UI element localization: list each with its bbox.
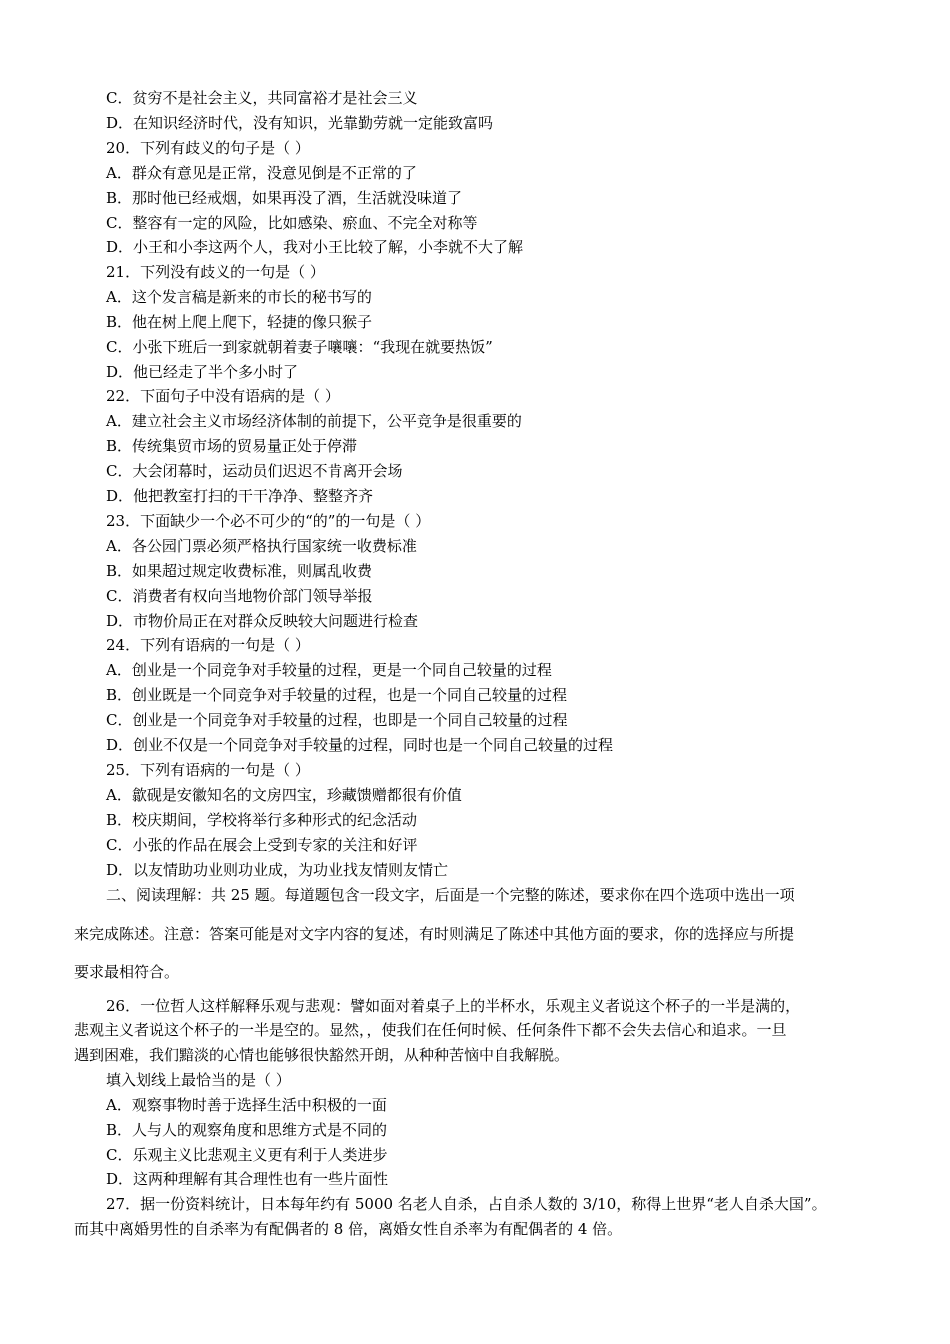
- q24-option-c: C．创业是一个同竞争对手较量的过程，也即是一个同自己较量的过程: [106, 711, 568, 729]
- q24-option-b: B．创业既是一个同竞争对手较量的过程，也是一个同自己较量的过程: [106, 686, 568, 704]
- q26-option-b: B．人与人的观察角度和思维方式是不同的: [106, 1121, 388, 1139]
- q26-option-d: D．这两种理解有其合理性也有一些片面性: [106, 1170, 389, 1188]
- q22-option-c: C．大会闭幕时，运动员们迟迟不肯离开会场: [106, 462, 403, 480]
- q26-option-a: A．观察事物时善于选择生活中积极的一面: [106, 1096, 387, 1114]
- q26-passage-line3: 遇到困难，我们黯淡的心情也能够很快豁然开朗，从种种苦恼中自我解脱。: [74, 1046, 570, 1064]
- q26-passage-line2: 悲观主义者说这个杯子的一半是空的。显然，，使我们在任何时候、任何条件下都不会失去信心和追求。一旦: [74, 1021, 787, 1039]
- q26-option-c: C．乐观主义比悲观主义更有利于人类进步: [106, 1146, 388, 1164]
- q22-option-d: D．他把教室打扫的干干净净、整整齐齐: [106, 487, 374, 505]
- q27-passage-line1: 27．据一份资料统计，日本每年约有 5000 名老人自杀，占自杀人数的 3/10，称得上世界“老人自杀大国”。: [106, 1195, 827, 1213]
- section2-heading-line3: 要求最相符合。: [74, 963, 180, 981]
- q20-option-d: D．小王和小李这两个人，我对小王比较了解，小李就不大了解: [106, 238, 524, 256]
- q20-stem: 20．下列有歧义的句子是（ ）: [106, 139, 310, 157]
- q24-option-d: D．创业不仅是一个同竞争对手较量的过程，同时也是一个同自己较量的过程: [106, 736, 614, 754]
- q21-option-a: A．这个发言稿是新来的市长的秘书写的: [106, 288, 372, 306]
- q25-option-c: C．小张的作品在展会上受到专家的关注和好评: [106, 836, 418, 854]
- q26-prompt: 填入划线上最恰当的是（ ）: [106, 1071, 291, 1089]
- q27-passage-line2: 而其中离婚男性的自杀率为有配偶者的 8 倍，离婚女性自杀率为有配偶者的 4 倍。: [74, 1220, 623, 1238]
- q19-option-d: D．在知识经济时代，没有知识，光靠勤劳就一定能致富吗: [106, 114, 494, 132]
- q23-option-b: B．如果超过规定收费标准，则属乱收费: [106, 562, 373, 580]
- q20-option-c: C．整容有一定的风险，比如感染、瘀血、不完全对称等: [106, 214, 478, 232]
- q20-option-b: B．那时他已经戒烟，如果再没了酒，生活就没味道了: [106, 189, 463, 207]
- q21-stem: 21．下列没有歧义的一句是（ ）: [106, 263, 325, 281]
- q19-option-c: C．贫穷不是社会主义，共同富裕才是社会三义: [106, 89, 418, 107]
- q22-stem: 22．下面句子中没有语病的是（ ）: [106, 387, 340, 405]
- q24-option-a: A．创业是一个同竞争对手较量的过程，更是一个同自己较量的过程: [106, 661, 552, 679]
- q23-option-a: A．各公园门票必须严格执行国家统一收费标准: [106, 537, 417, 555]
- section2-heading-line1: 二、阅读理解：共 25 题。每道题包含一段文字，后面是一个完整的陈述，要求你在四个选项中选出一项: [106, 886, 795, 904]
- q21-option-c: C．小张下班后一到家就朝着妻子嚷嚷：“我现在就要热饭”: [106, 338, 493, 356]
- q25-option-b: B．校庆期间，学校将举行多种形式的纪念活动: [106, 811, 418, 829]
- q23-option-c: C．消费者有权向当地物价部门领导举报: [106, 587, 373, 605]
- q23-stem: 23．下面缺少一个必不可少的“的”的一句是（ ）: [106, 512, 431, 530]
- q22-option-b: B．传统集贸市场的贸易量正处于停滞: [106, 437, 358, 455]
- q25-option-a: A．歙砚是安徽知名的文房四宝，珍藏馈赠都很有价值: [106, 786, 462, 804]
- q23-option-d: D．市物价局正在对群众反映较大问题进行检查: [106, 612, 419, 630]
- q25-option-d: D．以友情助功业则功业成，为功业找友情则友情亡: [106, 861, 449, 879]
- section2-heading-line2: 来完成陈述。注意：答案可能是对文字内容的复述，有时则满足了陈述中其他方面的要求，你的选择应与所提: [74, 925, 795, 943]
- q26-passage-line1: 26．一位哲人这样解释乐观与悲观：譬如面对着桌子上的半杯水，乐观主义者说这个杯子的一半是满的，: [106, 997, 801, 1015]
- q21-option-b: B．他在树上爬上爬下，轻捷的像只猴子: [106, 313, 373, 331]
- q21-option-d: D．他已经走了半个多小时了: [106, 363, 299, 381]
- q25-stem: 25．下列有语病的一句是（ ）: [106, 761, 310, 779]
- q22-option-a: A．建立社会主义市场经济体制的前提下，公平竞争是很重要的: [106, 412, 522, 430]
- q20-option-a: A．群众有意见是正常，没意见倒是不正常的了: [106, 164, 417, 182]
- q24-stem: 24．下列有语病的一句是（ ）: [106, 636, 310, 654]
